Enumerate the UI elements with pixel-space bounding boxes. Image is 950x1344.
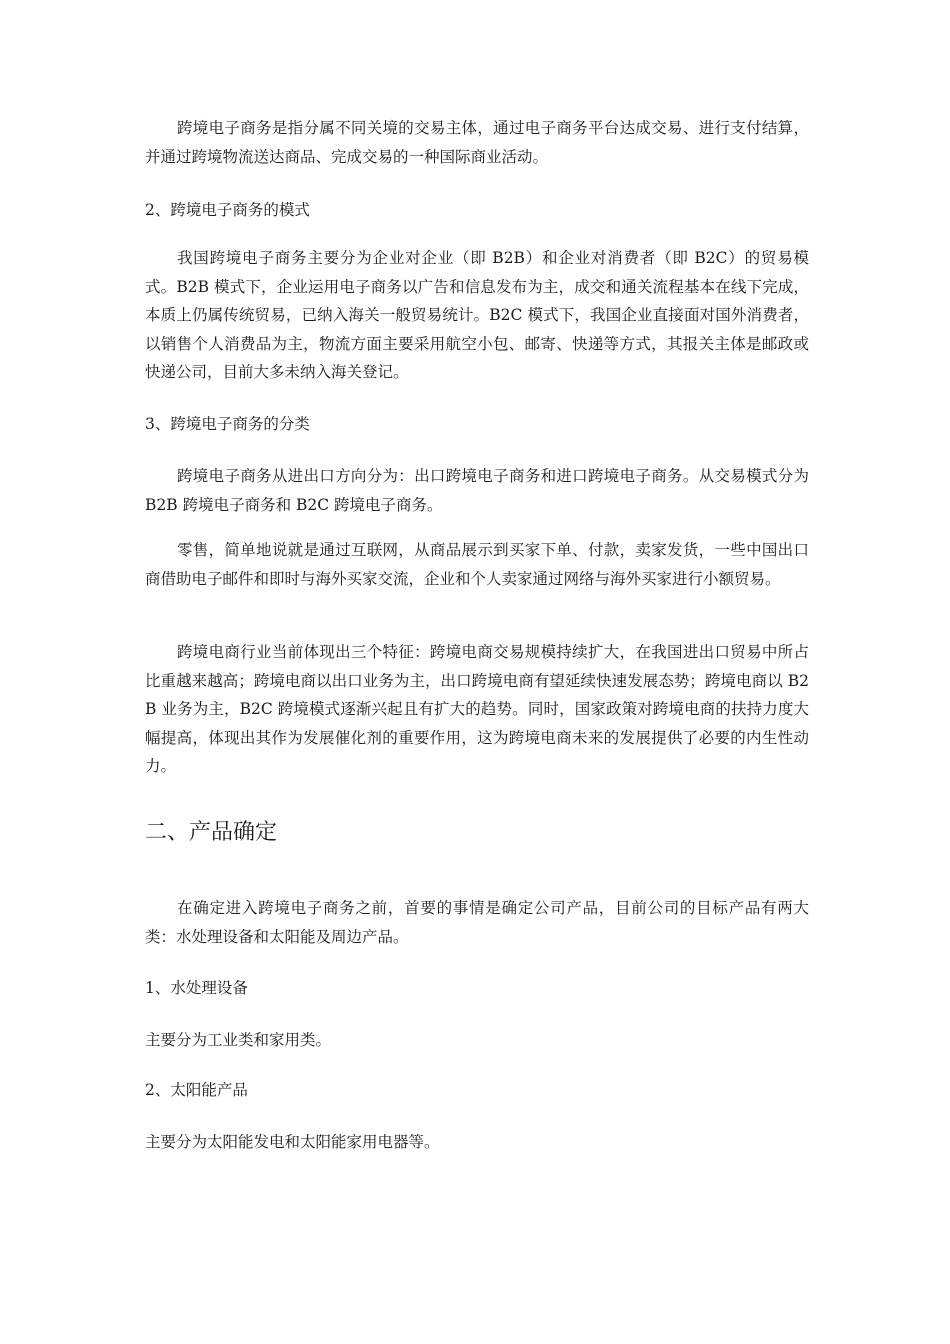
paragraph-features: 跨境电商行业当前体现出三个特征：跨境电商交易规模持续扩大，在我国进出口贸易中所占比重越来越高；跨境电商以出口业务为主，出口跨境电商有望延续快速发展态势；跨境电商以 B2B 业务为主，B2C 跨境模式逐渐兴起且有扩大的趋势。同时，国家政策对跨境电商的扶持力度大幅提高，体现出其作为发展催化剂的重要作用，这为跨境电商未来的发展提供了必要的内生性动力。 [145, 643, 809, 775]
heading-product: 二、产品确定 [145, 820, 278, 845]
subheading-solar: 2、太阳能产品 [145, 1081, 248, 1099]
subheading-mode: 2、跨境电子商务的模式 [145, 201, 310, 219]
paragraph-classification: 跨境电子商务从进出口方向分为：出口跨境电子商务和进口跨境电子商务。从交易模式分为 B2B 跨境电子商务和 B2C 跨境电子商务。 [145, 467, 809, 514]
paragraph-solar: 主要分为太阳能发电和太阳能家用电器等。 [145, 1133, 440, 1151]
paragraph-retail: 零售，简单地说就是通过互联网，从商品展示到买家下单、付款，卖家发货，一些中国出口商借助电子邮件和即时与海外买家交流，企业和个人卖家通过网络与海外买家进行小额贸易。 [145, 541, 809, 588]
subheading-water-treatment: 1、水处理设备 [145, 979, 248, 997]
paragraph-mode: 我国跨境电子商务主要分为企业对企业（即 B2B）和企业对消费者（即 B2C）的贸易模式。B2B 模式下，企业运用电子商务以广告和信息发布为主，成交和通关流程基本在线下完成，本质上仍属传统贸易，已纳入海关一般贸易统计。B2C 模式下，我国企业直接面对国外消费者，以销售个人消费品为主，物流方面主要采用航空小包、邮寄、快递等方式，其报关主体是邮政或快递公司，目前大多未纳入海关登记。 [145, 249, 809, 381]
paragraph-definition: 跨境电子商务是指分属不同关境的交易主体，通过电子商务平台达成交易、进行支付结算，并通过跨境物流送达商品、完成交易的一种国际商业活动。 [145, 119, 809, 166]
subheading-classification: 3、跨境电子商务的分类 [145, 415, 310, 433]
paragraph-product-intro: 在确定进入跨境电子商务之前，首要的事情是确定公司产品，目前公司的目标产品有两大类：水处理设备和太阳能及周边产品。 [145, 899, 809, 946]
paragraph-water-treatment: 主要分为工业类和家用类。 [145, 1031, 332, 1049]
